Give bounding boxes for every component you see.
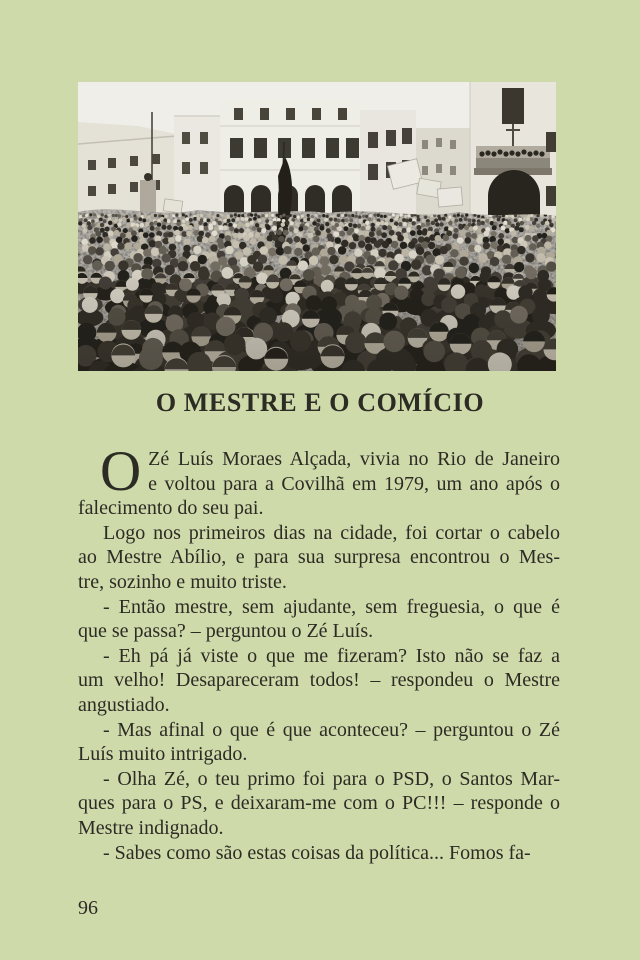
paragraph (78, 767, 560, 841)
drop-cap: O (100, 440, 142, 503)
text-line: - Mas afinal o que é que aconteceu? – perguntou o Zé (103, 718, 560, 741)
chapter-title: O MESTRE E O COMÍCIO (155, 388, 485, 417)
crowd-photo (78, 82, 556, 371)
text-line: angustiado. (78, 693, 170, 716)
text-line: - Sabes como são estas coisas da política... Fomos fa- (103, 841, 531, 864)
body-text (78, 440, 560, 865)
text-line: ques para o PS, e deixaram-me com o PC!!! – responde o (78, 792, 560, 815)
paragraph (78, 841, 560, 866)
paragraph (78, 718, 560, 767)
paragraph (78, 521, 560, 595)
text-line: falecimento do seu pai. (78, 497, 264, 520)
photo-svg (78, 82, 556, 371)
text-line: - Olha Zé, o teu primo foi para o PSD, o Santos Mar- (103, 767, 560, 790)
text-line: - Então mestre, sem ajudante, sem freguesia, o que é (103, 595, 560, 618)
text-line: Zé Luís Moraes Alçada, vivia no Rio de Janeiro (148, 448, 560, 470)
paragraph (78, 644, 560, 718)
text-line: Mestre indignado. (78, 816, 224, 839)
text-line: ao Mestre Abílio, e para sua surpresa encontrou o Mes- (78, 546, 560, 569)
text-line: que se passa? – perguntou o Zé Luís. (78, 620, 374, 643)
text-line: um velho! Desapareceram todos! – respondeu o Mestre (78, 669, 560, 692)
text-line: Luís muito intrigado. (78, 743, 248, 766)
paragraph (78, 440, 560, 521)
text-line: tre, sozinho e muito triste. (78, 570, 287, 593)
text-line: - Eh pá já viste o que me fizeram? Isto não se faz a (103, 644, 560, 667)
text-line: e voltou para a Covilhã em 1979, um ano após o (148, 472, 560, 495)
text-line: Logo nos primeiros dias na cidade, foi cortar o cabelo (103, 521, 560, 544)
page-number: 96 (78, 897, 98, 919)
paragraph (78, 595, 560, 644)
